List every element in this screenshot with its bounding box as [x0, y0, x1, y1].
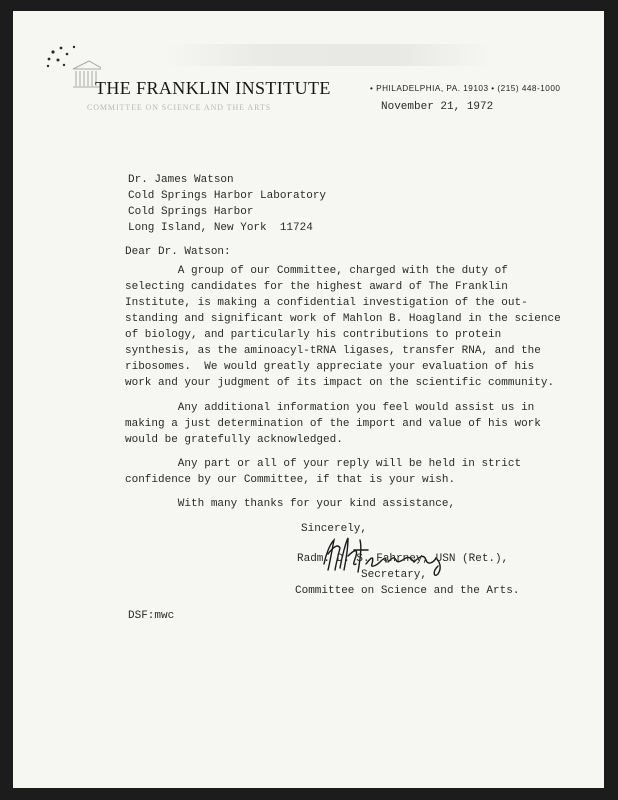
paragraph-line: A group of our Committee, charged with the duty of: [125, 265, 508, 277]
paragraph-line: Institute, is making a confidential investigation of the out-: [125, 297, 528, 309]
letter-page: [13, 11, 604, 788]
salutation: Dear Dr. Watson:: [125, 246, 231, 258]
paragraph-line: standing and significant work of Mahlon B. Hoagland in the science: [125, 313, 561, 325]
committee-subheading: COMMITTEE ON SCIENCE AND THE ARTS: [87, 103, 271, 112]
paragraph-line: ribosomes. We would greatly appreciate your evaluation of his: [125, 361, 535, 373]
paragraph-line: Any additional information you feel would assist us in: [125, 402, 535, 414]
paragraph-line: Any part or all of your reply will be held in strict: [125, 458, 522, 470]
franklin-institute-emblem-icon: [41, 34, 101, 94]
closing: Sincerely,: [301, 523, 368, 535]
paragraph-line: work and your judgment of its impact on the scientific community.: [125, 377, 555, 389]
recipient-line: Cold Springs Harbor Laboratory: [128, 190, 327, 202]
paragraph-line: confidence by our Committee, if that is your wish.: [125, 474, 456, 486]
paragraph-line: With many thanks for your kind assistance,: [125, 498, 456, 510]
recipient-line: Dr. James Watson: [128, 174, 234, 186]
paragraph-line: selecting candidates for the highest award of The Franklin: [125, 281, 508, 293]
paragraph-line: making a just determination of the import and value of his work: [125, 418, 541, 430]
signer-title: Secretary,: [361, 569, 428, 581]
paragraph-line: synthesis, as the aminoacyl-tRNA ligases, transfer RNA, and the: [125, 345, 541, 357]
signer-name: Radm. D. S. Fahrney, USN (Ret.),: [297, 553, 509, 565]
letterhead-watermark-band: [163, 44, 493, 66]
institution-name: THE FRANKLIN INSTITUTE: [95, 78, 331, 98]
paragraph-line: of biology, and particularly his contributions to protein: [125, 329, 502, 341]
reference-initials: DSF:mwc: [128, 610, 175, 622]
paragraph-line: would be gratefully acknowledged.: [125, 434, 343, 446]
institution-address: • PHILADELPHIA, PA. 19103 • (215) 448-1000: [370, 84, 561, 93]
recipient-line: Long Island, New York 11724: [128, 222, 313, 234]
recipient-line: Cold Springs Harbor: [128, 206, 254, 218]
letter-date: November 21, 1972: [381, 101, 494, 113]
signer-committee: Committee on Science and the Arts.: [295, 585, 520, 597]
